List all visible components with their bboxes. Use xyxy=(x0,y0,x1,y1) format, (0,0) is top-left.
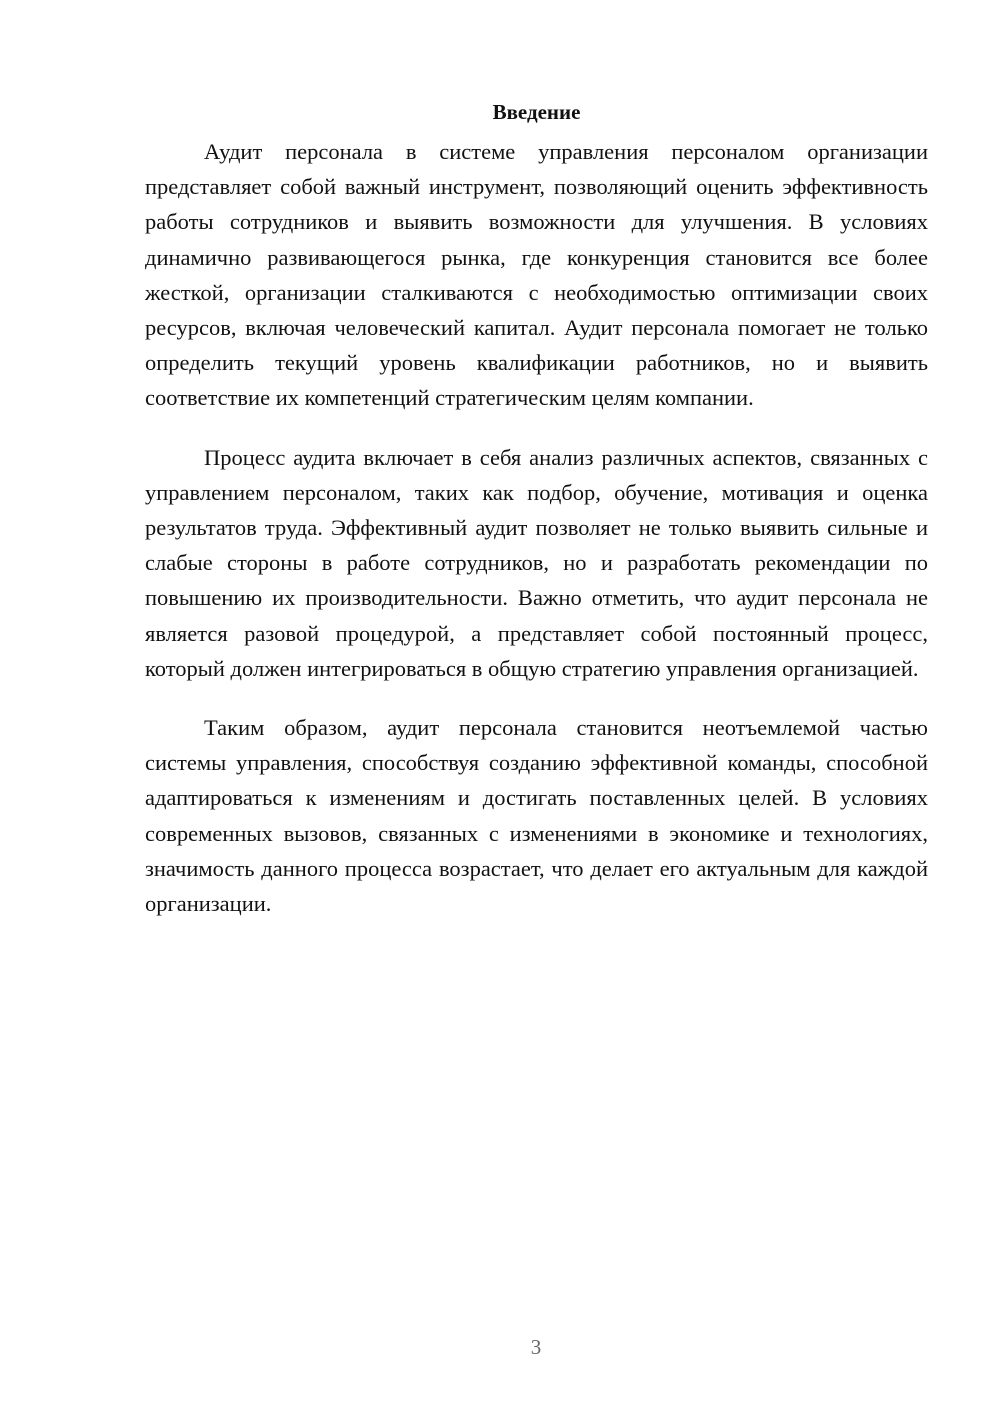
section-heading: Введение xyxy=(492,100,581,124)
page-content xyxy=(145,98,928,945)
page-number: 3 xyxy=(530,1335,542,1359)
paragraph-3: Таким образом, аудит персонала становится неотъемлемой частью системы управления, способствуя созданию эффективной команды, способной адаптироваться к изменениям и достигать поставленных целей. В условиях современных вызовов, связанных с изменениями в экономике и технологиях, значимость данного процесса возрастает, что делает его актуальным для каждой организации. xyxy=(145,715,928,917)
paragraph-2: Процесс аудита включает в себя анализ различных аспектов, связанных с управлением персоналом, таких как подбор, обучение, мотивация и оценка результатов труда. Эффективный аудит позволяет не только выявить сильные и слабые стороны в работе сотрудников, но и разработать рекомендации по повышению их производительности. Важно отметить, что аудит персонала не является разовой процедурой, а представляет собой постоянный процесс, который должен интегрироваться в общую стратегию управления организацией. xyxy=(145,444,928,681)
paragraph-1: Аудит персонала в системе управления персоналом организации представляет собой важный инструмент, позволяющий оценить эффективность работы сотрудников и выявить возможности для улучшения. В условиях динамично развивающегося рынка, где конкуренция становится все более жесткой, организации сталкиваются с необходимостью оптимизации своих ресурсов, включая человеческий капитал. Аудит персонала помогает не только определить текущий уровень квалификации работников, но и выявить соответствие их компетенций стратегическим целям компании. xyxy=(145,139,928,411)
